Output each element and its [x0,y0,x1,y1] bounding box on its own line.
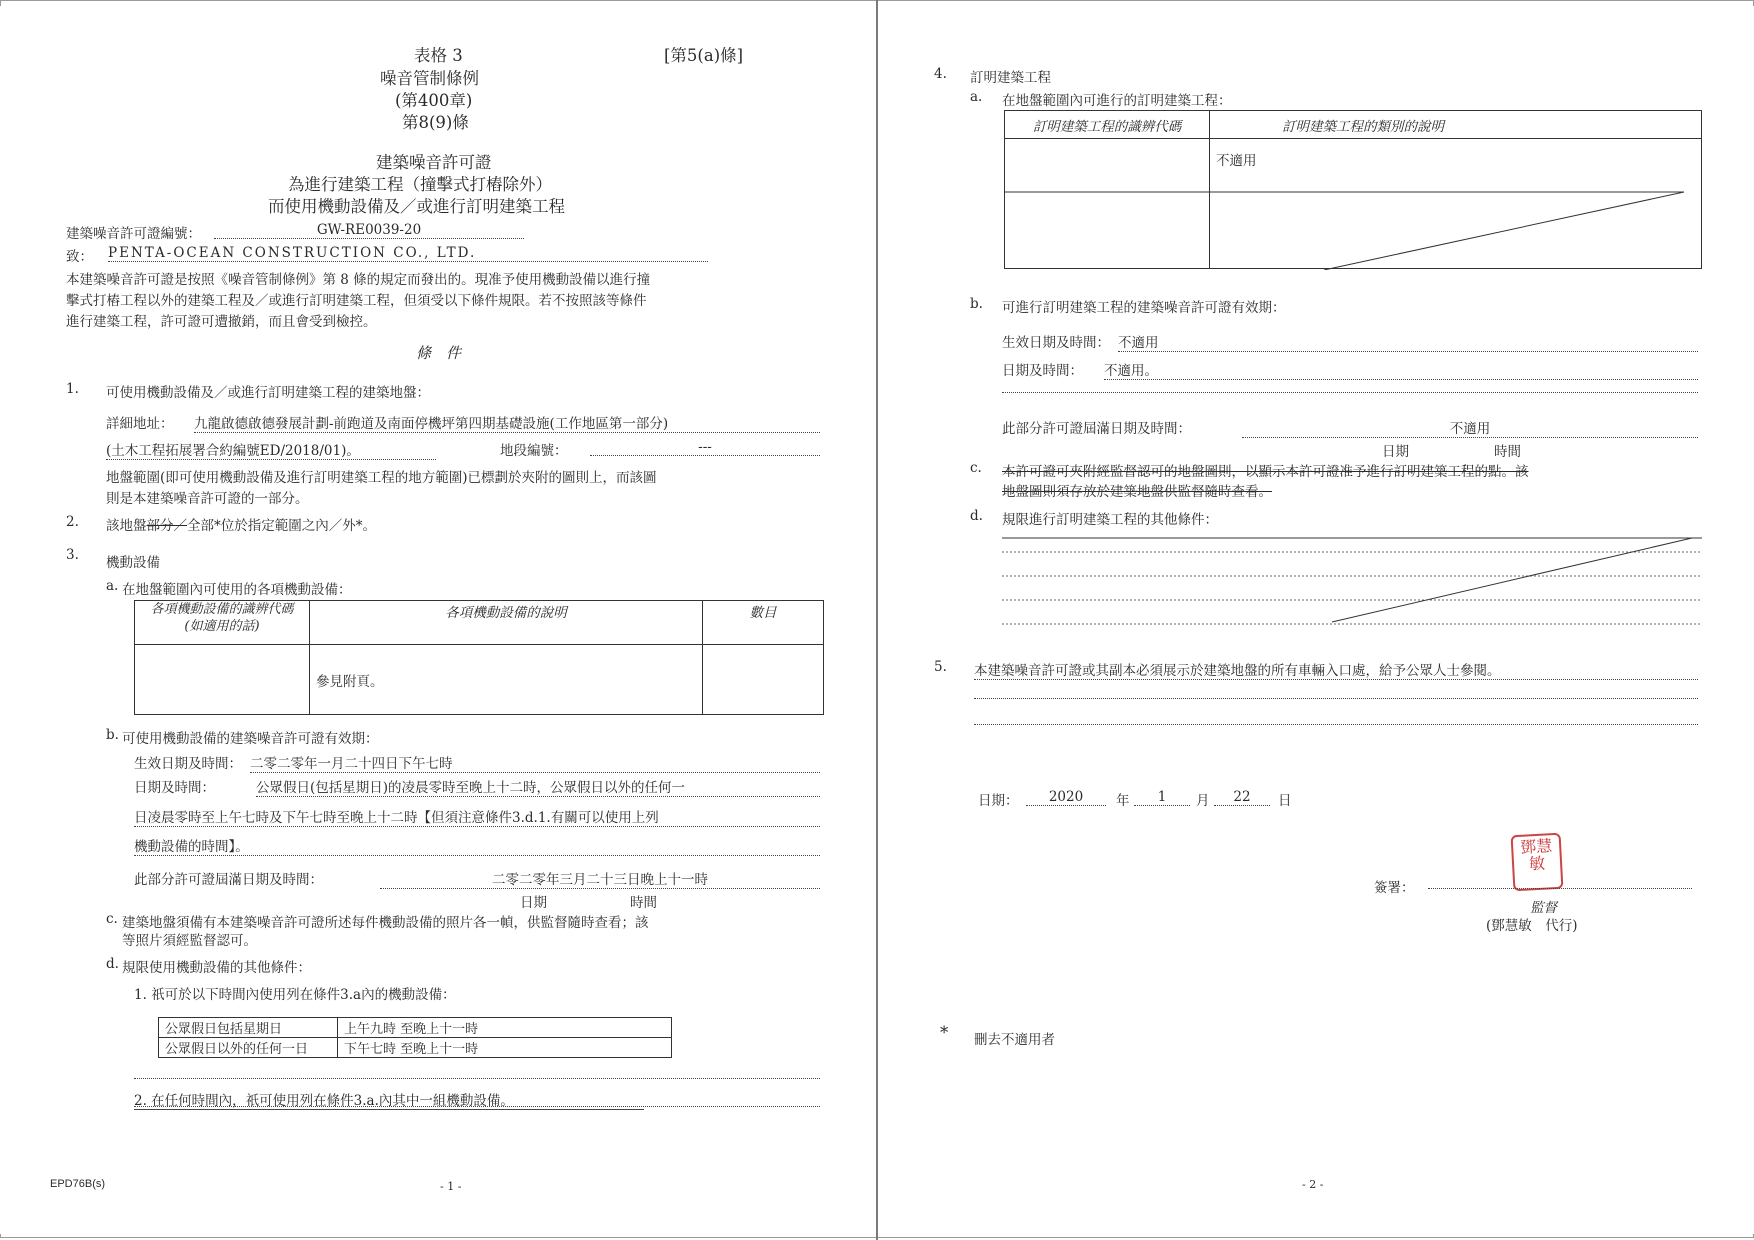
lot-number: --- [590,439,820,456]
works-expiry-date-caption: 日期 [1382,444,1409,460]
equipment-code-cell [135,645,310,715]
address-line-2: (土木工程拓展署合約編號ED/2018/01)。 [106,439,436,460]
signature-line [1428,888,1692,889]
condition-4d-text: 規限進行訂明建築工程的其他條件： [1002,512,1218,528]
condition-3c-line-2: 等照片須經監督認可。 [122,933,257,949]
condition-3a-text: 在地盤範圍內可使用的各項機動設備： [122,582,352,598]
condition-3-number: 3. [66,547,79,563]
issue-month: 1 [1134,789,1190,806]
effective-value: 二零二零年一月二十四日下午七時 [250,752,820,773]
condition-1-text: 可使用機動設備及／或進行訂明建築工程的建築地盤： [106,385,430,401]
issue-day-unit: 日 [1278,793,1292,809]
hours-time: 下午七時 至晚上十一時 [338,1038,672,1058]
condition-4c-label: c. [970,460,982,476]
title-line-2: 為進行建築工程（撞擊式打樁除外） [288,175,552,194]
condition-5-text: 本建築噪音許可證或其副本必須展示於建築地盤的所有車輛入口處，給予公眾人士參閱。 [974,659,1698,680]
signature-label: 簽署： [1374,880,1415,896]
condition-3c-label: c. [106,911,118,927]
issue-month-unit: 月 [1196,793,1210,809]
date-time-line-2: 日凌晨零時至上午七時及下午七時至晚上十二時【但須注意條件3.d.1.有關可以使用上列 [134,806,820,827]
condition-3d-label: d. [106,956,119,972]
condition-4a-label: a. [970,89,983,105]
hours-table [158,1017,672,1058]
other-conditions-lines [1002,534,1702,634]
section-reference: [第5(a)條] [664,46,744,65]
permit-number-label: 建築噪音許可證編號： [66,226,201,242]
works-expiry-label: 此部分許可證屆滿日期及時間： [1002,421,1191,437]
condition-2-struck: 部分／ [146,518,187,534]
hours-time: 上午九時 至晚上十一時 [338,1018,672,1038]
page-2 [878,6,1754,1234]
intro-line-1: 本建築噪音許可證是按照《噪音管制條例》第 8 條的規定而發出的。現准予使用機動設備以進行撞 [66,272,651,288]
issue-year-unit: 年 [1116,793,1130,809]
works-desc-cell: 不適用 [1210,139,1702,269]
condition-4-text: 訂明建築工程 [970,70,1051,86]
page-1 [0,6,876,1234]
address-label: 詳細地址： [106,416,174,432]
works-table-header-desc: 訂明建築工程的類別的說明 [1210,111,1702,139]
condition-3c-line-1: 建築地盤須備有本建築噪音許可證所述每件機動設備的照片各一幀，供監督隨時查看；該 [122,915,649,931]
works-effective-label: 生效日期及時間： [1002,335,1110,351]
dotted-line [974,724,1698,725]
dotted-line [134,1106,820,1107]
equipment-qty-cell [703,645,824,715]
condition-4d-label: d. [970,508,983,524]
effective-label: 生效日期及時間： [134,756,242,772]
condition-2-post: 全部*位於指定範圍之內／外*。 [187,518,376,534]
works-table-header-code: 訂明建築工程的識辨代碼 [1005,111,1210,139]
works-expiry-time-caption: 時間 [1494,444,1521,460]
lot-number-label: 地段編號： [500,443,568,459]
date-time-line-1: 公眾假日(包括星期日)的凌晨零時至晚上十二時，公眾假日以外的任何一 [256,776,820,797]
intro-line-3: 進行建築工程，許可證可遭撤銷，而且會受到檢控。 [66,314,377,330]
permit-number: GW-RE0039-20 [214,222,524,239]
condition-3d-text: 規限使用機動設備的其他條件： [122,960,311,976]
title-line-1: 建築噪音許可證 [376,153,492,172]
equipment-table-header-desc: 各項機動設備的說明 [310,601,703,645]
condition-4-number: 4. [934,66,947,82]
date-time-label: 日期及時間： [134,780,215,796]
expiry-value: 二零二零年三月二十三日晚上十一時 [380,868,820,889]
page-number: - 2 - [1302,1178,1324,1191]
expiry-label: 此部分許可證屆滿日期及時間： [134,872,323,888]
table-row [159,1038,672,1058]
condition-1-number: 1. [66,381,79,397]
issue-date-label: 日期： [978,793,1019,809]
condition-3-text: 機動設備 [106,555,160,571]
ordinance-chapter: (第400章) [395,91,473,110]
ordinance-name: 噪音管制條例 [380,69,479,88]
works-effective-value: 不適用 [1118,331,1698,352]
condition-2-text [106,514,376,534]
condition-2-number: 2. [66,514,79,530]
condition-3d-1: 1. 祇可於以下時間內使用列在條件3.a內的機動設備： [134,987,456,1003]
footnote-mark: * [940,1023,949,1042]
condition-4b-label: b. [970,296,983,312]
official-seal: 鄧慧敏 [1511,833,1564,892]
date-time-line-3: 機動設備的時間】。 [134,835,820,856]
addressee: PENTA-OCEAN CONSTRUCTION CO., LTD. [108,245,708,262]
intro-line-2: 擊式打樁工程以外的建築工程及／或進行訂明建築工程，但須受以下條件規限。若不按照該等條件 [66,293,647,309]
footnote-text: 刪去不適用者 [974,1032,1055,1048]
works-date-time-label: 日期及時間： [1002,363,1083,379]
hours-day: 公眾假日包括星期日 [159,1018,338,1038]
table-row [135,645,824,715]
expiry-time-caption: 時間 [630,895,657,911]
form-number: 表格 3 [414,46,463,65]
expiry-date-caption: 日期 [520,895,547,911]
dotted-line [974,698,1698,699]
addressee-label: 致： [66,249,93,265]
condition-3b-label: b. [106,727,119,743]
condition-4b-text: 可進行訂明建築工程的建築噪音許可證有效期： [1002,300,1286,316]
hours-day: 公眾假日以外的任何一日 [159,1038,338,1058]
condition-4a-text: 在地盤範圍內可進行的訂明建築工程： [1002,93,1232,109]
signatory-title: 監督 [1530,900,1557,916]
issue-day: 22 [1214,789,1270,806]
equipment-desc-cell: 參見附頁。 [310,645,703,715]
dotted-line [1002,392,1698,393]
equipment-table-header-code: 各項機動設備的識辨代碼 (如適用的話) [135,601,310,645]
form-code: EPD76B(s) [50,1178,106,1190]
site-area-line-2: 則是本建築噪音許可證的一部分。 [106,491,309,507]
address-line-1: 九龍啟德啟德發展計劃-前跑道及南面停機坪第四期基礎設施(工作地區第一部分) [194,412,820,433]
condition-3b-text: 可使用機動設備的建築噪音許可證有效期： [122,731,379,747]
conditions-heading: 條 件 [416,344,462,362]
site-area-line-1: 地盤範圍(即可使用機動設備及進行訂明建築工程的地方範圍)已標劃於夾附的圖則上，而該圖 [106,470,657,486]
issue-year: 2020 [1026,789,1106,806]
condition-3a-label: a. [106,578,119,594]
works-date-time-value: 不適用。 [1104,359,1698,380]
condition-3d-2: 2. 在任何時間內，祇可使用列在條件3.a.內其中一組機動設備。 [134,1089,644,1110]
page-number: - 1 - [440,1180,462,1193]
signatory-name: (鄧慧敏 代行) [1486,918,1578,934]
ordinance-section: 第8(9)條 [402,113,469,132]
table-row [159,1018,672,1038]
condition-4c-line-1: 本許可證可夾附經監督認可的地盤圖則，以顯示本許可證准予進行訂明建築工程的點。該 [1002,464,1529,480]
condition-2-pre: 該地盤 [106,518,147,534]
not-applicable-strike-line [1004,138,1702,270]
title-line-3: 而使用機動設備及／或進行訂明建築工程 [268,197,565,216]
works-expiry-value: 不適用 [1242,417,1698,438]
equipment-table [134,600,824,715]
condition-5-number: 5. [934,659,947,675]
condition-4c-line-2: 地盤圖則須存放於建築地盤供監督隨時查看。 [1002,484,1272,500]
dotted-line [134,1066,820,1079]
equipment-table-header-qty: 數目 [703,601,824,645]
